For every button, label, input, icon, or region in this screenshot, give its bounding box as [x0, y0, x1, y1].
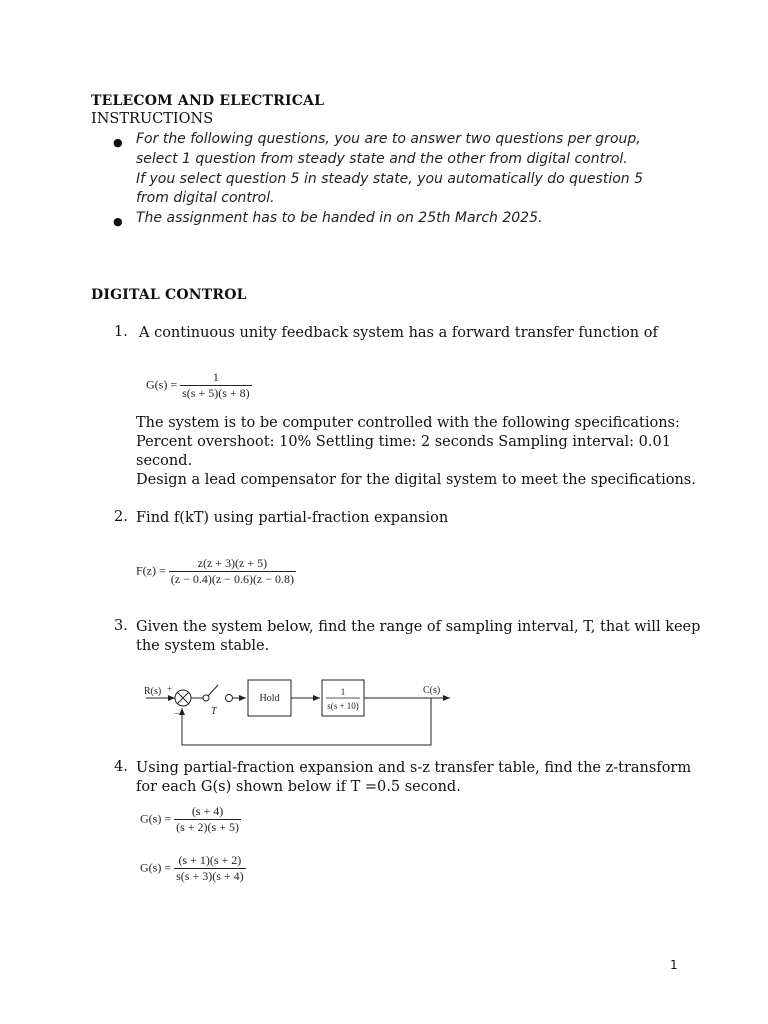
document-title: TELECOM AND ELECTRICAL: [91, 93, 325, 109]
q4a-eq-numerator: (s + 4): [191, 804, 224, 818]
q1-eq-denominator: s(s + 5)(s + 8): [182, 386, 250, 400]
question-number: 3.: [114, 618, 128, 634]
q4b-eq-denominator: s(s + 3)(s + 4): [176, 869, 244, 883]
q1-line-3: second.: [136, 453, 193, 469]
instruction-line-4: from digital control.: [136, 190, 275, 206]
sampler-switch: [203, 685, 233, 702]
q4a-eq-fraction: [174, 804, 241, 835]
plant-numerator: 1: [340, 687, 346, 697]
question-number: 1.: [114, 324, 128, 340]
q4-line-2: for each G(s) shown below if T =0.5 second.: [136, 779, 461, 795]
instruction-deadline: The assignment has to be handed in on 25th March 2025.: [136, 210, 543, 226]
q2-eq-lhs: F(z) =: [136, 563, 166, 578]
q4a-eq-lhs: G(s) =: [140, 811, 172, 826]
q1-intro: A continuous unity feedback system has a forward transfer function of: [139, 325, 658, 341]
q1-eq-lhs: G(s) =: [146, 377, 178, 392]
question-number: 2.: [114, 509, 128, 525]
section-title: DIGITAL CONTROL: [91, 287, 247, 303]
q1-line-1: The system is to be computer controlled with the following specifications:: [136, 415, 680, 431]
instruction-line-2: select 1 question from steady state and the other from digital control.: [136, 151, 628, 167]
q1-equation: [146, 370, 252, 401]
bullet-icon: ●: [113, 215, 123, 228]
output-label: C(s): [423, 685, 441, 696]
bullet-icon: ●: [113, 136, 123, 149]
q2-equation: [136, 556, 296, 587]
q4b-eq-lhs: G(s) =: [140, 860, 172, 875]
summing-junction: [175, 690, 191, 706]
q1-eq-fraction: [180, 370, 252, 401]
q3-line-2: the system stable.: [136, 638, 270, 654]
q2-text: Find f(kT) using partial-fraction expansion: [136, 510, 449, 526]
input-label: R(s): [144, 686, 162, 697]
q1-eq-numerator: 1: [212, 370, 219, 384]
page-number: 1: [670, 958, 678, 972]
q4b-eq-fraction: [174, 853, 246, 884]
instruction-line-3: If you select question 5 in steady state, you automatically do question 5: [136, 171, 644, 187]
q4-equation-a: [140, 804, 241, 835]
q2-eq-fraction: [169, 556, 296, 587]
minus-sign: −: [174, 709, 180, 720]
instructions-label: INSTRUCTIONS: [91, 111, 214, 127]
hold-label: Hold: [259, 693, 280, 704]
feedback-path: [182, 698, 431, 745]
block-diagram: [140, 675, 460, 757]
q2-eq-numerator: z(z + 3)(z + 5): [197, 556, 268, 570]
q4-line-1: Using partial-fraction expansion and s-z transfer table, find the z-transform: [136, 760, 692, 776]
instruction-line-1: For the following questions, you are to answer two questions per group,: [136, 131, 641, 147]
q4b-eq-numerator: (s + 1)(s + 2): [178, 853, 242, 867]
q1-line-4: Design a lead compensator for the digital system to meet the specifications.: [136, 472, 696, 488]
plant-denominator: s(s + 10): [327, 701, 359, 711]
question-number: 4.: [114, 759, 128, 775]
q3-line-1: Given the system below, find the range of sampling interval, T, that will keep: [136, 619, 701, 635]
sampler-label: T: [211, 706, 217, 717]
q1-line-2: Percent overshoot: 10% Settling time: 2 seconds Sampling interval: 0.01: [136, 434, 671, 450]
q4a-eq-denominator: (s + 2)(s + 5): [176, 820, 239, 834]
q2-eq-denominator: (z − 0.4)(z − 0.6)(z − 0.8): [170, 572, 295, 586]
q4-equation-b: [140, 853, 246, 884]
plus-sign: +: [167, 684, 173, 694]
